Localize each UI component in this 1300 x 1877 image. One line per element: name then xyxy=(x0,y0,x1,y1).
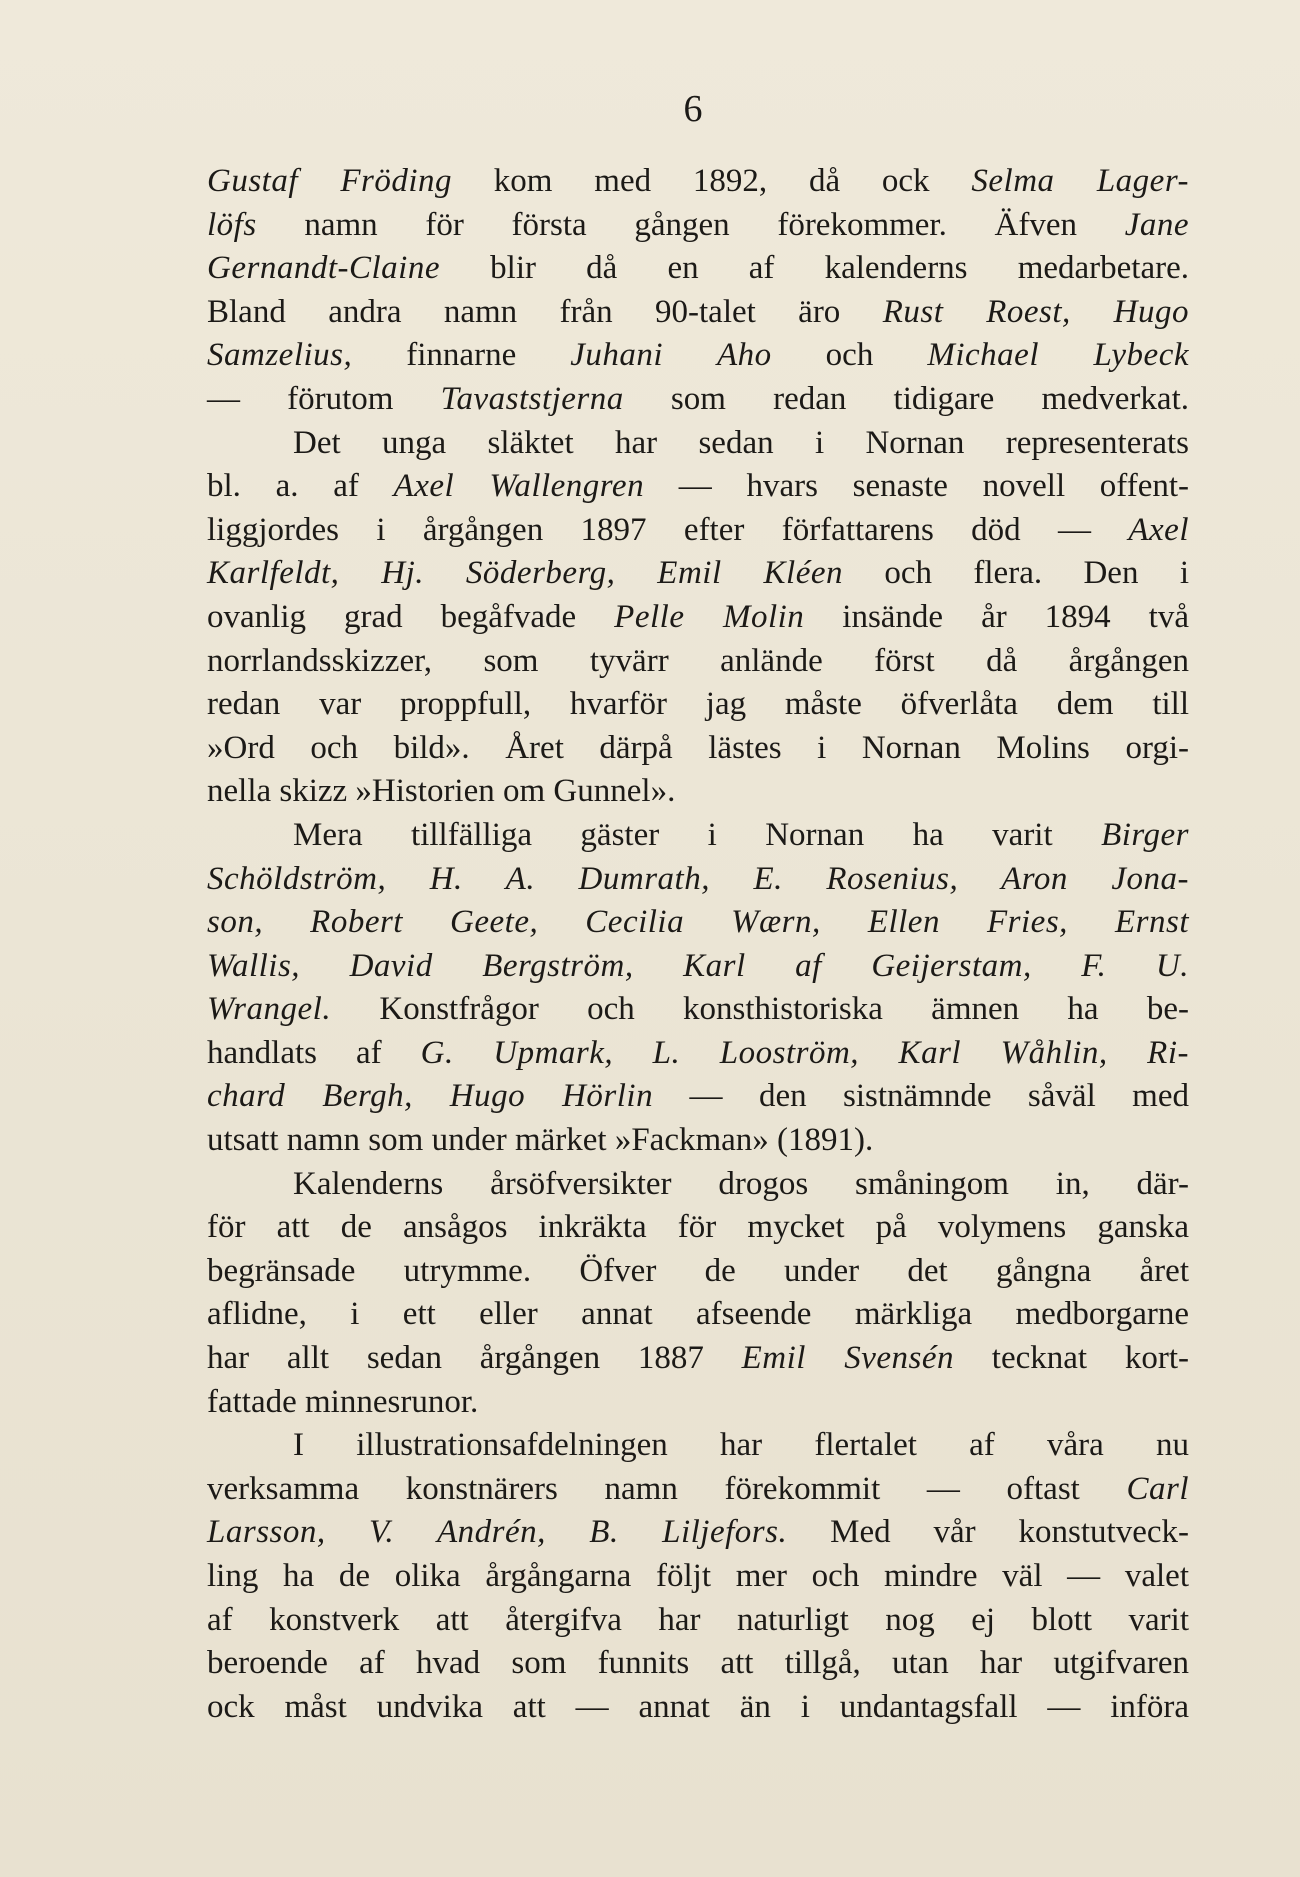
text-run: ovanlig grad begåfvade xyxy=(207,598,615,635)
text-line xyxy=(207,1119,1189,1163)
text-line xyxy=(207,727,1189,771)
text-line xyxy=(207,160,1189,204)
text-run: norrlandsskizzer, som tyvärr anlände först då årgången xyxy=(207,642,1189,679)
text-line xyxy=(207,1381,1189,1425)
text-run: bl. a. af xyxy=(207,468,394,505)
text-run: Mera tillfälliga gäster i Nornan ha varit xyxy=(293,816,1102,853)
italic-name: löfs xyxy=(207,206,257,243)
text-run: — hvars senaste novell offent- xyxy=(644,468,1189,505)
italic-name: Larsson, V. Andrén, B. Liljefors. xyxy=(207,1514,788,1551)
text-run: verksamma konstnärers namn förekommit — oftast xyxy=(207,1470,1127,1507)
italic-name: Selma Lager- xyxy=(971,163,1189,199)
text-run: och flera. Den i xyxy=(843,555,1189,592)
italic-name: Karlfeldt, Hj. Söderberg, Emil Kléen xyxy=(207,555,843,592)
text-line xyxy=(207,465,1189,509)
text-run: »Ord och bild». Året därpå lästes i Nornan Molins orgi- xyxy=(207,729,1189,766)
text-run: och xyxy=(771,337,928,374)
text-run: insände år 1894 två xyxy=(804,598,1189,635)
text-run: — förutom xyxy=(207,380,441,417)
text-line xyxy=(207,901,1189,945)
text-run: blir då en af kalenderns medarbetare. xyxy=(439,250,1189,287)
text-run: I illustrationsafdelningen har flertalet af våra nu xyxy=(293,1427,1189,1464)
text-line xyxy=(207,509,1189,553)
text-run: Konstfrågor och konsthistoriska ämnen ha be- xyxy=(331,991,1189,1028)
text-line xyxy=(207,422,1189,466)
italic-name: Gernandt-Claine xyxy=(207,250,440,287)
page-number: 6 xyxy=(683,88,703,130)
italic-name: Carl xyxy=(1126,1470,1189,1507)
text-run: Med vår konstutveck- xyxy=(787,1514,1189,1551)
italic-name: Schöldström, H. A. Dumrath, E. Rosenius, Aron Jona- xyxy=(207,860,1189,897)
text-run: redan var proppfull, hvarför jag måste öfverlåta dem till xyxy=(207,686,1189,723)
text-line xyxy=(207,1599,1189,1643)
italic-name: Rust Roest, Hugo xyxy=(882,293,1189,330)
text-run: finnarne xyxy=(352,337,571,374)
text-run: namn för första gången förekommer. Äfven xyxy=(256,206,1125,243)
text-line xyxy=(207,1337,1189,1381)
italic-name: Michael Lybeck xyxy=(927,337,1189,374)
italic-name: Gustaf Fröding xyxy=(207,163,452,199)
text-line xyxy=(207,814,1189,858)
text-run: för att de ansågos inkräkta för mycket på volymens ganska xyxy=(207,1209,1189,1246)
text-run: kom med 1892, då ock xyxy=(452,163,972,199)
text-line xyxy=(207,378,1189,422)
text-run: Det unga släktet har sedan i Nornan representerats xyxy=(293,424,1189,461)
text-run: har allt sedan årgången 1887 xyxy=(207,1340,742,1377)
text-run: ock måst undvika att — annat än i undantagsfall — införa xyxy=(207,1688,1189,1725)
text-run: af konstverk att återgifva har naturligt nog ej blott varit xyxy=(207,1601,1189,1638)
text-line xyxy=(207,988,1189,1032)
text-line xyxy=(207,1250,1189,1294)
italic-name: Tavaststjerna xyxy=(440,380,624,417)
text-line xyxy=(207,858,1189,902)
text-line xyxy=(207,552,1189,596)
text-line xyxy=(207,1032,1189,1076)
text-line xyxy=(207,596,1189,640)
text-run: Bland andra namn från 90-talet äro xyxy=(207,293,883,330)
text-line xyxy=(207,1293,1189,1337)
text-run: liggjordes i årgången 1897 efter författarens död — xyxy=(207,511,1129,548)
italic-name: Axel xyxy=(1128,511,1189,548)
italic-name: Juhani Aho xyxy=(570,337,772,374)
text-line xyxy=(207,640,1189,684)
text-run: fattade minnesrunor. xyxy=(207,1383,479,1420)
text-line xyxy=(207,1424,1189,1468)
text-run: Kalenderns årsöfversikter drogos småningom in, där- xyxy=(293,1165,1189,1202)
text-run: — den sistnämnde såväl med xyxy=(653,1078,1189,1115)
italic-name: Samzelius, xyxy=(207,337,353,374)
italic-name: Emil Svensén xyxy=(741,1340,955,1377)
text-line xyxy=(207,1555,1189,1599)
text-line xyxy=(207,1075,1189,1119)
text-run: som redan tidigare medverkat. xyxy=(623,380,1189,417)
text-line xyxy=(207,1468,1189,1512)
body-text xyxy=(207,160,1189,1729)
italic-name: Birger xyxy=(1101,816,1189,853)
italic-name: Pelle Molin xyxy=(614,598,805,635)
text-line xyxy=(207,945,1189,989)
italic-name: Axel Wallengren xyxy=(393,468,645,505)
text-line xyxy=(207,204,1189,248)
text-run: beroende af hvad som funnits att tillgå, utan har utgifvaren xyxy=(207,1645,1189,1682)
italic-name: G. Upmark, L. Looström, Karl Wåhlin, Ri- xyxy=(420,1034,1189,1071)
text-line xyxy=(207,1163,1189,1207)
text-run: tecknat kort- xyxy=(954,1340,1190,1377)
text-line xyxy=(207,291,1189,335)
text-run: utsatt namn som under märket »Fackman» (1891). xyxy=(207,1122,874,1159)
text-line xyxy=(207,1686,1189,1730)
text-run: aflidne, i ett eller annat afseende märkliga medborgarne xyxy=(207,1296,1189,1333)
italic-name: Jane xyxy=(1124,206,1189,243)
text-run: handlats af xyxy=(207,1034,421,1071)
text-line xyxy=(207,1511,1189,1555)
text-run: ling ha de olika årgångarna följt mer och mindre väl — valet xyxy=(207,1558,1189,1594)
italic-name: Wallis, David Bergström, Karl af Geijerstam, F. U. xyxy=(207,947,1189,984)
italic-name: son, Robert Geete, Cecilia Wærn, Ellen Fries, Ernst xyxy=(207,904,1189,941)
text-line xyxy=(207,683,1189,727)
italic-name: Wrangel. xyxy=(207,991,332,1028)
text-line xyxy=(207,334,1189,378)
italic-name: chard Bergh, Hugo Hörlin xyxy=(207,1078,654,1115)
text-line xyxy=(207,247,1189,291)
text-run: begränsade utrymme. Öfver de under det gångna året xyxy=(207,1252,1189,1289)
text-run: nella skizz »Historien om Gunnel». xyxy=(207,773,676,810)
text-line xyxy=(207,1642,1189,1686)
text-line xyxy=(207,770,1189,814)
text-line xyxy=(207,1206,1189,1250)
